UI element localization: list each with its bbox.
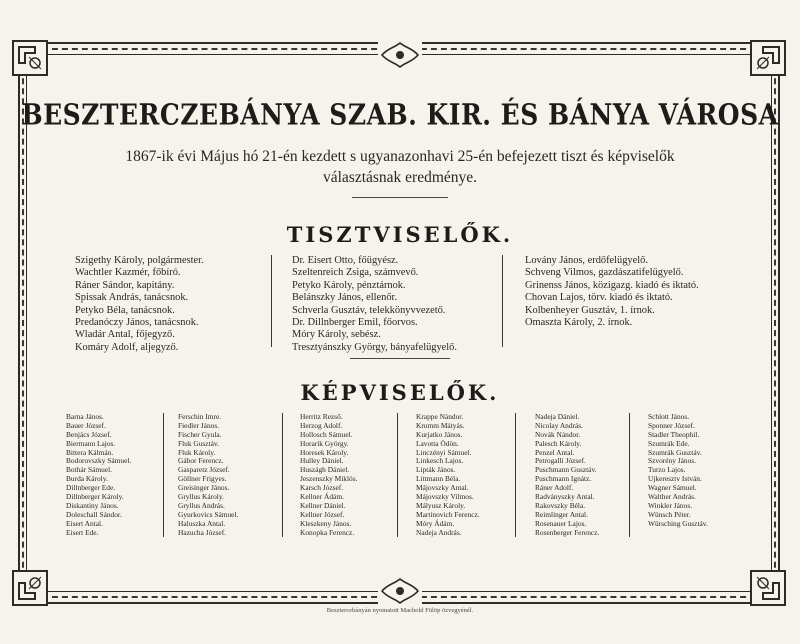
representative-entry: Kellner Dániel. — [300, 500, 346, 510]
corner-ornament-icon — [12, 40, 48, 76]
representative-entry: Huszágh Dániel. — [300, 465, 350, 475]
official-entry: Petyko Károly, pénztárnok. — [292, 279, 406, 291]
representative-entry: Mályusz Károly. — [416, 500, 466, 510]
representative-entry: Szvorény János. — [648, 456, 697, 466]
officials-column — [75, 255, 204, 354]
official-entry: Tresztyánszky György, bányafelügyelő. — [292, 341, 457, 353]
representative-entry: Radványszky Antal. — [535, 492, 595, 502]
representative-entry: Diskantiny János. — [66, 500, 119, 510]
representative-entry: Jeszenszky Miklós. — [300, 474, 358, 484]
official-entry: Szigethy Károly, polgármester. — [75, 255, 204, 266]
representative-entry: Haluszka Antal. — [178, 518, 226, 528]
representative-entry: Lavotta Ödön. — [416, 438, 459, 448]
officials-heading: TISZTVISELŐK. — [286, 222, 514, 247]
representative-entry: Hulley Dániel. — [300, 456, 344, 466]
representative-entry: Doleschall Sándor. — [66, 509, 122, 519]
representative-entry: Littmann Béla. — [416, 474, 461, 484]
representative-entry: Nadeja András. — [416, 527, 462, 537]
column-divider — [282, 413, 283, 537]
official-entry: Wachtler Kazmér, főbíró. — [75, 267, 181, 279]
representative-entry: Krumm Mátyás. — [416, 420, 465, 430]
representative-entry: Rosenberger Ferencz. — [535, 527, 600, 537]
representative-entry: Bittera Kálmán. — [66, 447, 114, 457]
official-entry: Omaszta Károly, 2. írnok. — [525, 316, 633, 328]
representative-entry: Wagner Sámuel. — [648, 483, 697, 493]
officials-column — [292, 255, 457, 354]
representative-entry: Herritz Rezső. — [300, 412, 343, 421]
official-entry: Schverla Gusztáv, telekkönyvvezető. — [292, 304, 446, 316]
divider — [352, 197, 448, 198]
representative-entry: Fischer Gyula. — [178, 429, 222, 439]
representative-entry: Martinovich Ferencz. — [416, 509, 480, 519]
representative-entry: Ferschin Imre. — [178, 412, 222, 421]
representative-entry: Nadeja Dániel. — [535, 412, 580, 421]
representative-entry: Szumrák Ede. — [648, 438, 690, 448]
officials-column — [525, 255, 699, 329]
representative-entry: Linczényi Sámuel. — [416, 447, 472, 457]
representatives-column — [178, 413, 238, 537]
representative-entry: Kurjatko János. — [416, 429, 463, 439]
official-entry: Komáry Adolf, aljegyző. — [75, 341, 179, 353]
representative-entry: Konopka Ferencz. — [300, 527, 355, 537]
representative-entry: Gryllus András. — [178, 500, 225, 510]
representatives-heading: KÉPVISELŐK. — [300, 380, 500, 405]
official-entry: Predanóczy János, tanácsnok. — [75, 316, 199, 328]
official-entry: Móry Károly, sebész. — [292, 329, 381, 341]
column-divider — [397, 413, 398, 537]
representative-entry: Herzog Adolf. — [300, 420, 343, 430]
representative-entry: Krappe Nándor. — [416, 412, 464, 421]
official-entry: Szeltenreich Zsiga, számvevő. — [292, 267, 419, 279]
column-divider — [271, 255, 272, 347]
fleuron-ornament-icon — [378, 40, 422, 70]
representative-entry: Puschmann Ignátz. — [535, 474, 592, 484]
official-entry: Grinenss János, közigazg. kiadó és iktató. — [525, 279, 699, 291]
official-entry: Belánszky János, ellenőr. — [292, 292, 398, 304]
representative-entry: Gábor Ferencz. — [178, 456, 224, 466]
representative-entry: Horarik György. — [300, 438, 349, 448]
representative-entry: Móry Ádám. — [416, 518, 455, 528]
representatives-column — [648, 413, 708, 529]
representative-entry: Reimlinger Antal. — [535, 509, 588, 519]
representative-entry: Bauer József. — [66, 420, 106, 430]
corner-ornament-icon — [12, 570, 48, 606]
official-entry: Spissak András, tanácsnok. — [75, 292, 189, 304]
representative-entry: Fiedler János. — [178, 420, 220, 430]
representative-entry: Walther András. — [648, 492, 696, 502]
representative-entry: Gasparetz József. — [178, 465, 230, 475]
printer-imprint: Besztercebányán nyomatott Machold Fülöp özvegyénél. — [326, 607, 474, 614]
representative-entry: Benjács József. — [66, 429, 112, 439]
representatives-column — [66, 413, 131, 537]
representative-entry: Schlott János. — [648, 412, 690, 421]
official-entry: Lovány János, erdőfelügyelő. — [525, 255, 648, 266]
official-entry: Wladár Antal, főjegyző. — [75, 329, 175, 341]
representative-entry: Kellner József. — [300, 509, 345, 519]
representative-entry: Hollosch Sámuel. — [300, 429, 353, 439]
official-entry: Dr. Eisert Otto, főügyész. — [292, 255, 399, 266]
column-divider — [515, 413, 516, 537]
subtitle — [60, 146, 740, 188]
representative-entry: Fluk Károly. — [178, 447, 216, 457]
subtitle-line: 1867-ik évi Május hó 21-én kezdett s ugyanazonhavi 25-én befejezett tiszt és képviselők — [125, 148, 675, 165]
representative-entry: Puschmann Gusztáv. — [535, 465, 597, 475]
representative-entry: Turzo Lajos. — [648, 465, 686, 475]
representatives-column — [416, 413, 480, 537]
official-entry: Petyko Béla, tanácsnok. — [75, 304, 175, 316]
representative-entry: Dillnberger Ede. — [66, 483, 116, 493]
representative-entry: Szumrák Gusztáv. — [648, 447, 702, 457]
representative-entry: Májovszky Vilmos. — [416, 492, 474, 502]
divider — [350, 358, 450, 359]
representative-entry: Ráner Adolf. — [535, 483, 574, 493]
representative-entry: Bothár Sámuel. — [66, 465, 112, 475]
representative-entry: Nicolay András. — [535, 420, 584, 430]
representative-entry: Sponner József. — [648, 420, 695, 430]
representative-entry: Fluk Gusztáv. — [178, 438, 219, 448]
representative-entry: Eisert Antal. — [66, 518, 103, 528]
official-entry: Ráner Sándor, kapitány. — [75, 279, 175, 291]
representative-entry: Barna János. — [66, 412, 104, 421]
representative-entry: Rosenauer Lajos. — [535, 518, 587, 528]
representatives-column — [300, 413, 357, 537]
representative-entry: Burda Károly. — [66, 474, 108, 484]
representative-entry: Eisert Ede. — [66, 527, 99, 537]
representative-entry: Göllner Frigyes. — [178, 474, 227, 484]
representative-entry: Ujkeresztv István. — [648, 474, 702, 484]
official-entry: Dr. Dillnberger Emil, főorvos. — [292, 316, 418, 328]
column-divider — [629, 413, 630, 537]
representative-entry: Hazucha József. — [178, 527, 227, 537]
representative-entry: Stadler Theophil. — [648, 429, 700, 439]
representative-entry: Májovszky Antal. — [416, 483, 469, 493]
representative-entry: Kellner Ádám. — [300, 492, 344, 502]
representative-entry: Gryllus Károly. — [178, 492, 224, 502]
representative-entry: Biermann Lajos. — [66, 438, 116, 448]
representatives-column — [535, 413, 599, 537]
column-divider — [163, 413, 164, 537]
corner-ornament-icon — [750, 40, 786, 76]
representative-entry: Rakovszky Béla. — [535, 500, 586, 510]
corner-ornament-icon — [750, 570, 786, 606]
official-entry: Schveng Vilmos, gazdászatifelügyelő. — [525, 267, 684, 279]
representative-entry: Lipták János. — [416, 465, 456, 475]
representative-entry: Greisinger János. — [178, 483, 230, 493]
representative-entry: Gyurkovics Sámuel. — [178, 509, 239, 519]
official-entry: Kolbenheyer Gusztáv, 1. írnok. — [525, 304, 655, 316]
representative-entry: Karsch József. — [300, 483, 344, 493]
official-entry: Chovan Lajos, törv. kiadó és iktató. — [525, 292, 673, 304]
representative-entry: Novák Nándor. — [535, 429, 581, 439]
representative-entry: Palesch Károly. — [535, 438, 582, 448]
representative-entry: Würsching Gusztáv. — [648, 518, 708, 528]
representative-entry: Horesek Károly. — [300, 447, 349, 457]
representative-entry: Dillnberger Károly. — [66, 492, 124, 502]
representative-entry: Bodorovszky Sámuel. — [66, 456, 132, 466]
representative-entry: Winkler János. — [648, 500, 693, 510]
representative-entry: Petrogalli József. — [535, 456, 586, 466]
representative-entry: Penzel Antal. — [535, 447, 575, 457]
subtitle-line: választásnak eredménye. — [322, 169, 478, 186]
column-divider — [502, 255, 503, 347]
page-title: BESZTERCZEBÁNYA SZAB. KIR. ÉS BÁNYA VÁROSA — [21, 97, 779, 132]
representative-entry: Linkesch Lajos. — [416, 456, 464, 466]
representative-entry: Kleszkeny János. — [300, 518, 352, 528]
representative-entry: Wünsch Péter. — [648, 509, 691, 519]
fleuron-ornament-icon — [378, 576, 422, 606]
